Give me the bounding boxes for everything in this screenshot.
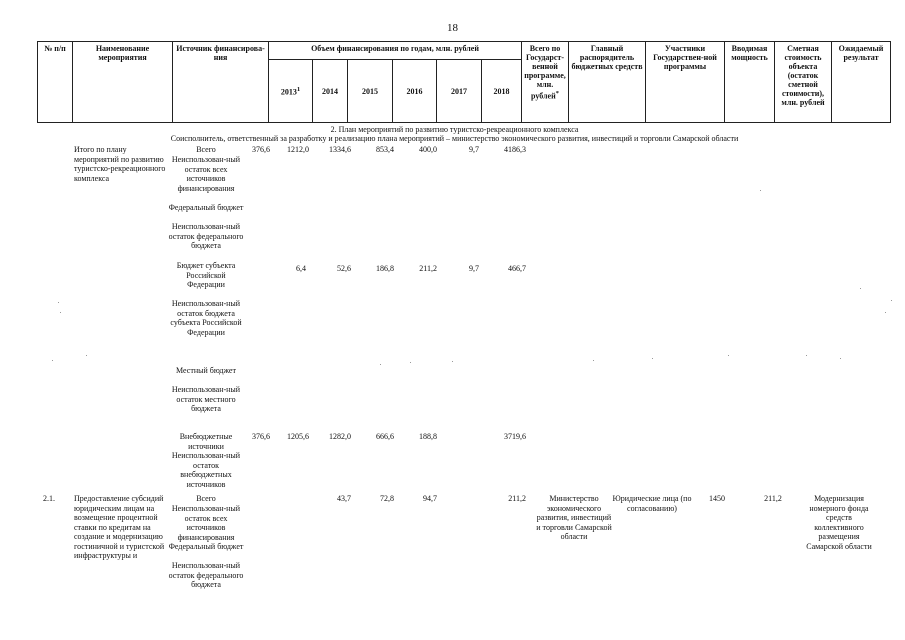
group-total-2016: 853,4: [376, 145, 394, 154]
item-participants: Юридические лица (по согласованию): [612, 494, 692, 513]
header-year-2016: 2016: [393, 60, 437, 123]
header-num: № п/п: [38, 42, 73, 123]
table-header: [37, 41, 891, 123]
header-manager: Главный распорядитель бюджетных средств: [569, 42, 646, 123]
item-estimate: 211,2: [764, 494, 782, 503]
header-volume: Объем финансирования по годам, млн. рублей: [269, 42, 522, 60]
item-total-2017: 94,7: [423, 494, 437, 503]
header-year-2015: 2015: [348, 60, 393, 123]
header-result: Ожидаемый результат: [832, 42, 891, 123]
page-number: 18: [447, 22, 458, 34]
group-extra-sum: 3719,6: [504, 432, 526, 441]
header-name: Наименование мероприятия: [73, 42, 173, 123]
group-extra-2014: 1205,6: [287, 432, 309, 441]
group-regional-2018: 9,7: [469, 264, 479, 273]
item-name: Предоставление субсидий юридическим лицам на возмещение процентной ставки по кредитам на создание и модернизацию гостиничной и туристской инфраструктуры и: [74, 494, 165, 560]
source-unused-federal: Неиспользован-ный остаток федерального бюджета: [168, 222, 244, 250]
source-unused-local: Неиспользован-ный остаток местного бюджета: [171, 385, 241, 413]
header-total: Всего по Государст-венной программе, млн. рублей*: [522, 42, 569, 123]
item-source-unused-all: Неиспользован-ный остаток всех источников финансирования: [171, 504, 241, 542]
group-regional-2016: 186,8: [376, 264, 394, 273]
header-estimate: Сметная стоимость объекта (остаток сметной стоимости), млн. рублей: [775, 42, 832, 123]
source-local: Местный бюджет: [176, 366, 236, 375]
group-regional-2017: 211,2: [419, 264, 437, 273]
item-source-total: Всего: [196, 494, 216, 503]
item-source-unused-federal: Неиспользован-ный остаток федерального бюджета: [168, 561, 244, 589]
header-capacity: Вводимая мощность: [725, 42, 775, 123]
item-num: 2.1.: [43, 494, 55, 503]
group-name: Итого по плану мероприятий по развитию туристско-рекреационного комплекса: [74, 145, 166, 183]
group-total-2018: 9,7: [469, 145, 479, 154]
source-extrabudget: Внебюджетные источники: [179, 432, 233, 451]
source-unused-extrabudget: Неиспользован-ный остаток внебюджетных источников: [171, 451, 241, 489]
group-extra-2016: 666,6: [376, 432, 394, 441]
item-total-2016: 72,8: [380, 494, 394, 503]
source-unused-all: Неиспользован-ный остаток всех источников финансирования: [171, 155, 241, 193]
header-year-2013: 2013$^1$: [269, 60, 313, 123]
item-source-federal: Федеральный бюджет: [168, 542, 244, 551]
item-capacity: 1450: [709, 494, 725, 503]
header-year-2014: 2014: [313, 60, 348, 123]
item-result: Модернизация номерного фонда средств коллективного размещения Самарской области: [806, 494, 872, 551]
source-regional: Бюджет субъекта Российской Федерации: [176, 261, 236, 289]
item-total-sum: 211,2: [508, 494, 526, 503]
header-year-2017: 2017: [437, 60, 482, 123]
source-unused-regional: Неиспользован-ный остаток бюджета субъекта Российской Федерации: [170, 299, 242, 337]
group-total-2015: 1334,6: [329, 145, 351, 154]
coexecutor-line: Соисполнитель, ответственный за разработку и реализацию плана мероприятий – министерство экономического развития, инвестиций и торговли Самарской области: [170, 134, 739, 143]
group-total-2017: 400,0: [419, 145, 437, 154]
group-regional-2015: 52,6: [337, 264, 351, 273]
header-source: Источник финансирова-ния: [173, 42, 269, 123]
group-total-2013: 376,6: [252, 145, 270, 154]
group-total-sum: 4186,3: [504, 145, 526, 154]
group-extra-2015: 1282,0: [329, 432, 351, 441]
group-extra-2013: 376,6: [252, 432, 270, 441]
source-total: Всего: [196, 145, 216, 154]
section-title: 2. План мероприятий по развитию туристско-рекреационного комплекса: [330, 125, 579, 134]
source-federal: Федеральный бюджет: [168, 203, 244, 212]
group-regional-sum: 466,7: [508, 264, 526, 273]
header-participants: Участники Государствен-ной программы: [646, 42, 725, 123]
item-total-2015: 43,7: [337, 494, 351, 503]
header-year-2018: 2018: [482, 60, 522, 123]
group-total-2014: 1212,0: [287, 145, 309, 154]
group-extra-2017: 188,8: [419, 432, 437, 441]
item-manager: Министерство экономического развития, инвестиций и торговли Самарской области: [536, 494, 612, 541]
group-regional-2014: 6,4: [296, 264, 306, 273]
